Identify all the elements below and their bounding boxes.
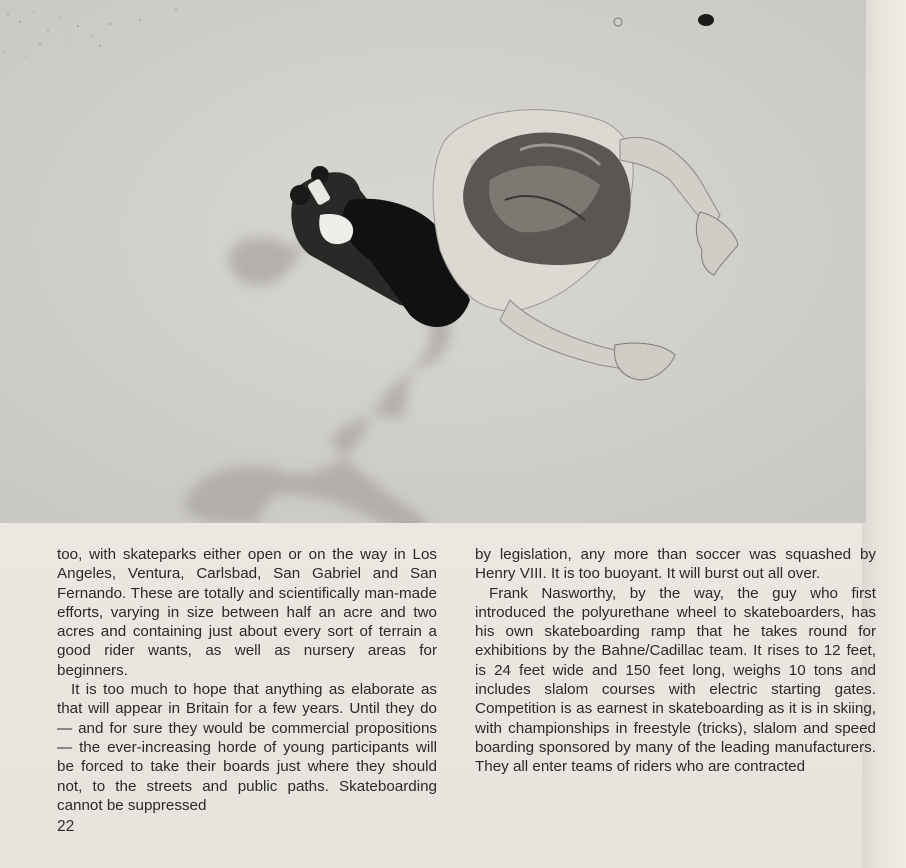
surface-hole (698, 14, 714, 26)
article-paragraph: Frank Nasworthy, by the way, the guy who first introduced the polyurethane wheel to skateboarders, has his own skateboarding ramp that he takes round for exhibitions by the Bahne/Cadillac team. It rises to 12 feet, is 24 feet wide and 150 feet long, weighs 10 tons and includes slalom courses with electric starting gates. Competition is as earnest in skateboarding as it is in skiing, with championships in freestyle (tricks), slalom and speed boarding sponsored by many of the leading manufacturers. They all enter teams of riders who are contracted (475, 584, 876, 776)
article-paragraph: too, with skateparks either open or on the way in Los Angeles, Ventura, Carlsbad, San Gabriel and San Fernando. These are totally and scientifically man-made efforts, varying in size between half an acre and two acres and containing just about every sort of terrain a good rider wants, as well as nursery areas for beginners. (57, 546, 437, 679)
article-paragraph: by legislation, any more than soccer was squashed by Henry VIII. It is too buoyant. It will burst out all over. (475, 546, 876, 583)
article-right-column (475, 545, 876, 777)
page-number: 22 (57, 818, 75, 835)
article-left-column (57, 545, 437, 815)
article-paragraph: It is too much to hope that anything as elaborate as that will appear in Britain for a few years. Until they do — and for sure they would be commercial propositions — the ever-increasing horde of young participants will be forced to take their boards just where they should not, to the streets and public paths. Skateboarding cannot be suppressed (57, 681, 437, 814)
